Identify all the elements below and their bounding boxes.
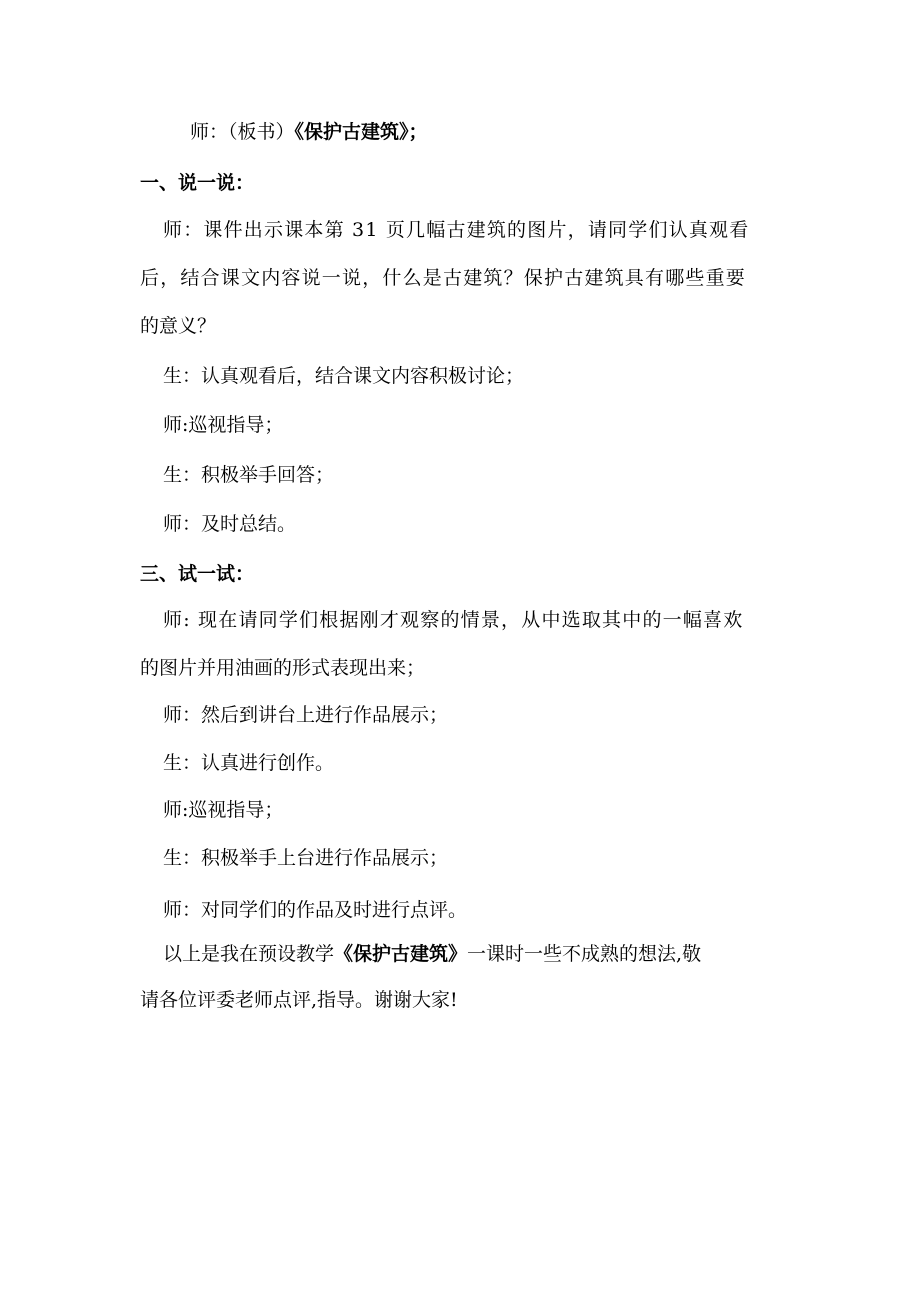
- paragraph-1-line-3: 的意义？: [140, 315, 217, 337]
- paragraph-5: 师：及时总结。: [163, 513, 297, 535]
- paragraph-7: 师：然后到讲台上进行作品展示；: [163, 704, 449, 726]
- board-title-prefix: 师：（板书）: [190, 121, 295, 143]
- paragraph-2: 生：认真观看后，结合课文内容积极讨论；: [163, 365, 525, 387]
- paragraph-3: 师:巡视指导；: [163, 414, 284, 436]
- paragraph-4: 生：积极举手回答；: [163, 464, 335, 486]
- paragraph-10: 生：积极举手上台进行作品展示；: [163, 847, 449, 869]
- closing-title-bold: 《保护古建筑》: [334, 943, 468, 965]
- closing-suffix: 一课时一些不成熟的想法,敬: [467, 943, 702, 965]
- paragraph-6-line-2: 的图片并用油画的形式表现出来；: [140, 657, 426, 679]
- closing-line-2: 请各位评委老师点评,指导。谢谢大家!: [140, 989, 458, 1011]
- section-heading-1: 一、说一说：: [140, 172, 255, 194]
- paragraph-1-line-1: 师：课件出示课本第 31 页几幅古建筑的图片，请同学们认真观看: [163, 219, 750, 241]
- closing-prefix: 以上是我在预设教学: [163, 943, 335, 965]
- paragraph-1-line-2: 后，结合课文内容说一说，什么是古建筑？保护古建筑具有哪些重要: [140, 267, 747, 289]
- paragraph-9: 师:巡视指导；: [163, 799, 284, 821]
- section-heading-2: 三、试一试：: [140, 563, 255, 585]
- board-title-bold: 《保护古建筑》；: [294, 121, 428, 143]
- paragraph-8: 生：认真进行创作。: [163, 752, 335, 774]
- paragraph-6-line-1: 师: 现在请同学们根据刚才观察的情景，从中选取其中的一幅喜欢: [163, 609, 744, 631]
- paragraph-11: 师：对同学们的作品及时进行点评。: [163, 899, 468, 921]
- board-title-line: [190, 120, 840, 144]
- closing-line-1: [163, 942, 813, 966]
